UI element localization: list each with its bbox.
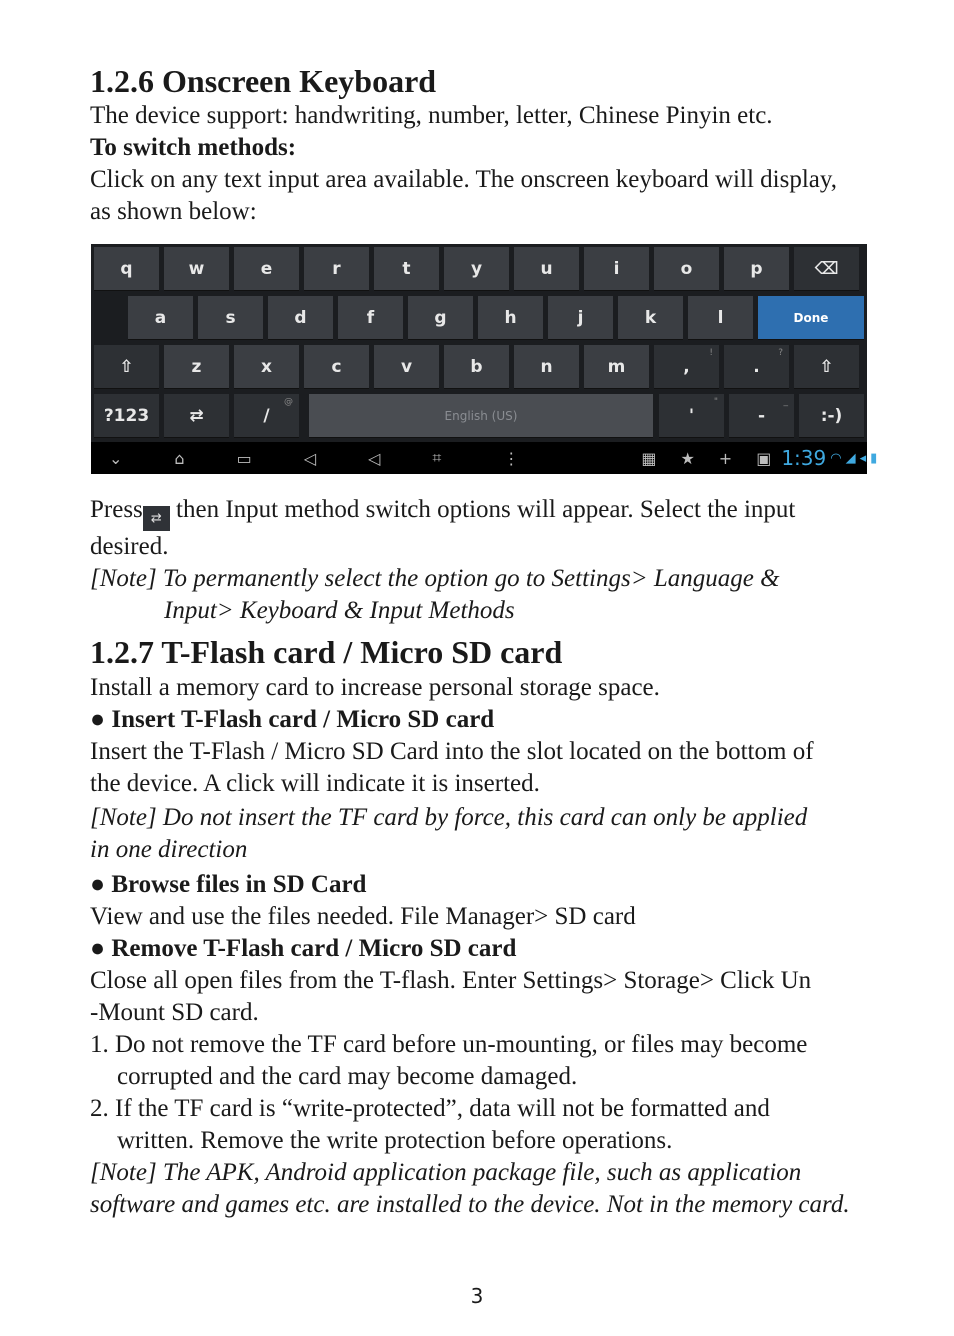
menu-icon: ⋮: [503, 448, 520, 468]
press-instruction-cont: desired.: [90, 533, 169, 561]
key-comma: , !: [654, 345, 719, 389]
final-note-line1: [Note] The APK, Android application package file, such as application: [90, 1158, 802, 1186]
section-heading-keyboard: 1.2.6 Onscreen Keyboard: [90, 63, 437, 99]
input-switch-icon: ⇄: [143, 506, 170, 531]
page-number: 3: [470, 1284, 484, 1308]
recent-apps-icon: ▭: [236, 448, 252, 468]
app-notification-icon: ▦: [641, 448, 657, 468]
key-numbers: ?123: [94, 394, 159, 438]
press-post: then Input method switch options will appear. Select the input: [176, 496, 796, 524]
key-y: y: [444, 247, 509, 291]
insert-text-line1: Insert the T-Flash / Micro SD Card into the slot located on the bottom of: [90, 737, 814, 765]
key-h: h: [478, 296, 543, 340]
key-alt-char: _: [783, 397, 788, 408]
status-clock: 1:39: [781, 446, 827, 471]
document-page: [90, 62, 920, 1221]
key-alt-char: !: [709, 348, 713, 359]
volume-icon: ◂: [859, 450, 867, 466]
browse-text: View and use the files needed. File Manager> SD card: [90, 902, 636, 930]
final-note-line2: software and games etc. are installed to the device. Not in the memory card.: [90, 1190, 850, 1218]
key-input-settings: ⇄: [164, 394, 229, 438]
key-slash: / @: [234, 394, 299, 438]
key-j: j: [548, 296, 613, 340]
signal-icon: ◢: [845, 450, 856, 466]
key-q: q: [94, 247, 159, 291]
key-shift-left: ⇧: [94, 345, 159, 389]
home-icon: ⌂: [174, 448, 185, 468]
volume-up-icon: ◁: [368, 448, 381, 468]
key-a: a: [128, 296, 193, 340]
key-k: k: [618, 296, 683, 340]
switch-methods-label: To switch methods:: [90, 134, 297, 162]
insert-note-line1: [Note] Do not insert the TF card by force, this card can only be applied: [90, 803, 808, 831]
screenshot-icon: ⌗: [432, 448, 442, 468]
key-f: f: [338, 296, 403, 340]
key-space: English (US): [309, 394, 653, 438]
key-g: g: [408, 296, 473, 340]
remove-text-line2: -Mount SD card.: [90, 998, 259, 1026]
key-l: l: [688, 296, 753, 340]
keyboard-intro: The device support: handwriting, number, letter, Chinese Pinyin etc.: [90, 102, 773, 130]
key-p: p: [724, 247, 789, 291]
list-item-2-line1: 2. If the TF card is “write-protected”, data will not be formatted and: [90, 1094, 770, 1122]
key-i: i: [584, 247, 649, 291]
insert-text-line2: the device. A click will indicate it is inserted.: [90, 769, 540, 797]
key-z: z: [164, 345, 229, 389]
battery-icon: ▮: [870, 450, 878, 466]
keyboard-note-line1: [Note] To permanently select the option go to Settings> Language &: [90, 565, 780, 593]
key-alt-char: ?: [778, 348, 783, 359]
key-v: v: [374, 345, 439, 389]
gallery-icon: ▣: [756, 448, 772, 468]
insert-label: ● Insert T-Flash card / Micro SD card: [90, 705, 495, 733]
key-s: s: [198, 296, 263, 340]
key-period: . ?: [724, 345, 789, 389]
key-smiley: :-): [799, 394, 864, 438]
key-shift-right: ⇧: [794, 345, 859, 389]
remove-label: ● Remove T-Flash card / Micro SD card: [90, 934, 517, 962]
system-nav-bar: [91, 442, 878, 474]
key-backspace: ⌫: [794, 247, 859, 291]
key-x: x: [234, 345, 299, 389]
key-n: n: [514, 345, 579, 389]
section-heading-sdcard: 1.2.7 T-Flash card / Micro SD card: [90, 634, 563, 671]
key-e: e: [234, 247, 299, 291]
key-u: u: [514, 247, 579, 291]
key-b: b: [444, 345, 509, 389]
key-alt-char: @: [284, 397, 293, 408]
list-item-1-line2: corrupted and the card may become damaged.: [117, 1062, 578, 1090]
hide-keyboard-icon: ⌄: [109, 448, 123, 468]
star-icon: ★: [680, 448, 695, 468]
remove-text-line1: Close all open files from the T-flash. Enter Settings> Storage> Click Un: [90, 966, 812, 994]
key-apostrophe: ' ": [659, 394, 724, 438]
sdcard-intro: Install a memory card to increase personal storage space.: [90, 673, 660, 701]
insert-note-line2: in one direction: [90, 835, 248, 863]
key-alt-char: ": [713, 397, 718, 408]
browse-label: ● Browse files in SD Card: [90, 870, 367, 898]
keyboard-screenshot: [91, 244, 878, 474]
switch-text-line2: as shown below:: [90, 198, 257, 226]
key-r: r: [304, 247, 369, 291]
press-instruction: [90, 494, 920, 531]
key-t: t: [374, 247, 439, 291]
wifi-icon: ◠: [830, 450, 842, 466]
key-dash: - _: [729, 394, 794, 438]
list-item-1-line1: 1. Do not remove the TF card before un-mounting, or files may become: [90, 1030, 808, 1058]
key-o: o: [654, 247, 719, 291]
key-d: d: [268, 296, 333, 340]
plus-icon: +: [718, 448, 733, 468]
key-c: c: [304, 345, 369, 389]
key-done: Done: [758, 296, 864, 340]
keyboard-note-line2: Input> Keyboard & Input Methods: [164, 597, 515, 625]
volume-down-icon: ◁: [303, 448, 316, 468]
press-pre: Press: [90, 496, 143, 524]
list-item-2-line2: written. Remove the write protection before operations.: [117, 1126, 673, 1154]
key-m: m: [584, 345, 649, 389]
switch-text-line1: Click on any text input area available. The onscreen keyboard will display,: [90, 166, 837, 194]
key-w: w: [164, 247, 229, 291]
